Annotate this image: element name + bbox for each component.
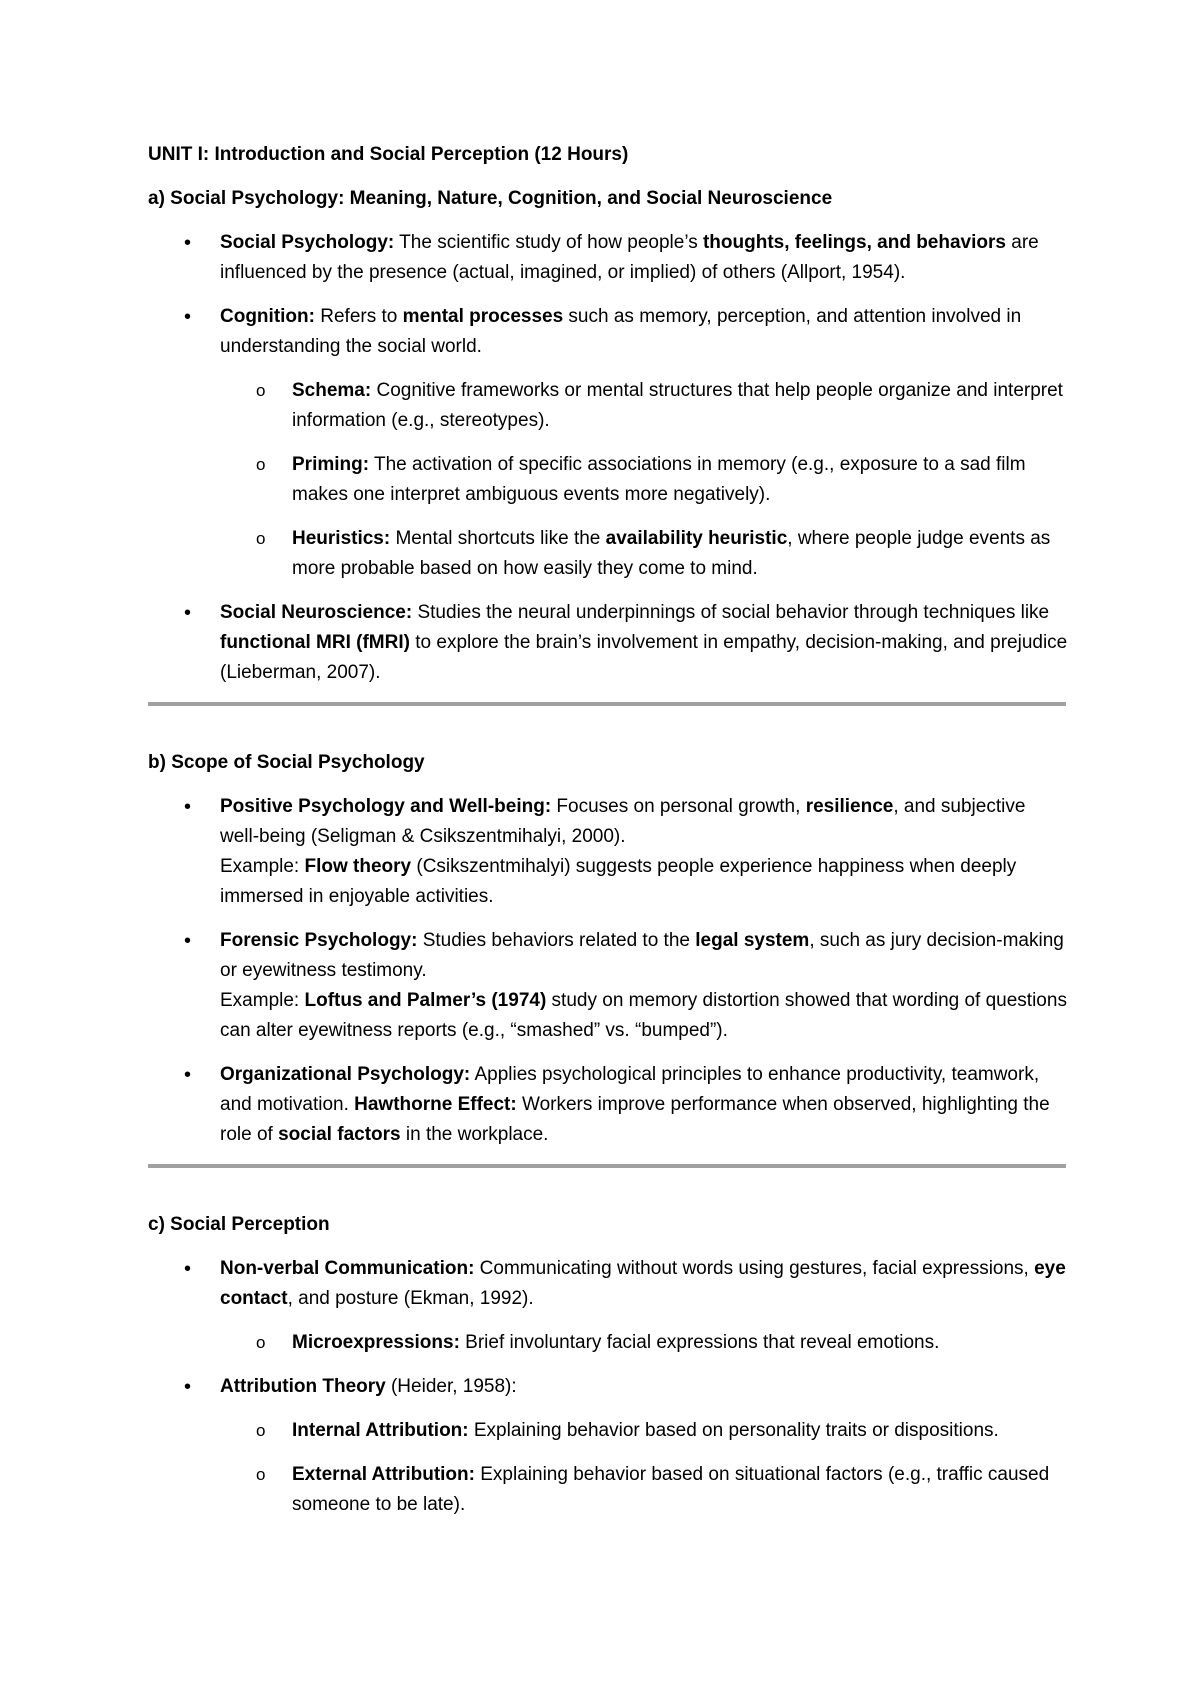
term-heuristics: Heuristics: <box>292 528 391 549</box>
item-emphasis: eye contact <box>220 1258 1066 1309</box>
item-text: Focuses on personal growth, <box>551 796 806 817</box>
item-emphasis: availability heuristic <box>605 528 788 549</box>
term-organizational-psychology: Organizational Psychology: <box>220 1064 471 1085</box>
bullet-icon: • <box>184 232 192 254</box>
term-attribution-theory: Attribution Theory <box>220 1376 386 1397</box>
list-item <box>148 302 1068 362</box>
list-item <box>148 792 1068 912</box>
section-b-list <box>148 792 1068 1150</box>
list-item <box>148 926 1068 1046</box>
bullet-icon: • <box>184 796 192 818</box>
item-emphasis: legal system <box>695 930 810 951</box>
example-label: Example: <box>220 990 305 1011</box>
section-c-list <box>148 1254 1068 1520</box>
item-text: Workers improve performance when observed, highlighting the role of <box>220 1094 1050 1145</box>
example-text: (Csikszentmihalyi) suggests people experience happiness when deeply immersed in enjoyable activities. <box>220 856 1017 907</box>
item-text: Studies behaviors related to the <box>417 930 696 951</box>
section-a-heading: a) Social Psychology: Meaning, Nature, Cognition, and Social Neuroscience <box>148 188 833 209</box>
circle-bullet-icon: o <box>256 1465 266 1484</box>
item-text: Communicating without words using gestures, facial expressions, <box>474 1258 1035 1279</box>
item-text: , and subjective well-being (Seligman & Csikszentmihalyi, 2000). <box>220 796 1026 847</box>
item-text: Studies the neural underpinnings of social behavior through techniques like <box>412 602 1050 623</box>
term-forensic-psychology: Forensic Psychology: <box>220 930 418 951</box>
term-microexpressions: Microexpressions: <box>292 1332 460 1353</box>
list-item <box>148 1372 1068 1402</box>
list-item <box>148 1254 1068 1314</box>
bullet-icon: • <box>184 1258 192 1280</box>
section-b-heading: b) Scope of Social Psychology <box>148 752 425 773</box>
item-text: Explaining behavior based on situational factors (e.g., traffic caused someone to be late). <box>292 1464 1050 1515</box>
example-text: study on memory distortion showed that wording of questions can alter eyewitness reports (e.g., “smashed” vs. “bumped”). <box>220 990 1067 1041</box>
item-text: , where people judge events as more probable based on how easily they come to mind. <box>292 528 1051 579</box>
example-label: Example: <box>220 856 305 877</box>
sub-list-item <box>148 1328 1068 1358</box>
circle-bullet-icon: o <box>256 529 266 548</box>
term-non-verbal-communication: Non-verbal Communication: <box>220 1258 475 1279</box>
term-priming: Priming: <box>292 454 370 475</box>
sub-list-item <box>148 1416 1068 1446</box>
item-emphasis: thoughts, feelings, and behaviors <box>702 232 1006 253</box>
bullet-icon: • <box>184 306 192 328</box>
section-a-list <box>148 228 1068 688</box>
term-positive-psychology: Positive Psychology and Well-being: <box>220 796 552 817</box>
circle-bullet-icon: o <box>256 1333 266 1352</box>
bullet-icon: • <box>184 1376 192 1398</box>
item-text: in the workplace. <box>400 1124 549 1145</box>
item-text: Cognitive frameworks or mental structures that help people organize and interpret information (e.g., stereotypes). <box>292 380 1063 431</box>
sub-list-item <box>148 524 1068 584</box>
item-text: Applies psychological principles to enhance productivity, teamwork, and motivation. <box>220 1064 1040 1115</box>
sub-list-item <box>148 450 1068 510</box>
bullet-icon: • <box>184 1064 192 1086</box>
item-text: , and posture (Ekman, 1992). <box>287 1288 534 1309</box>
item-emphasis: Flow theory <box>304 856 412 877</box>
sub-list-item <box>148 1460 1068 1520</box>
bullet-icon: • <box>184 930 192 952</box>
term-cognition: Cognition: <box>220 306 315 327</box>
unit-title: UNIT I: Introduction and Social Perception (12 Hours) <box>148 144 629 165</box>
item-emphasis: mental processes <box>402 306 564 327</box>
circle-bullet-icon: o <box>256 455 266 474</box>
sub-list-item <box>148 376 1068 436</box>
item-text: Brief involuntary facial expressions that reveal emotions. <box>459 1332 940 1353</box>
list-item <box>148 1060 1068 1150</box>
item-emphasis: functional MRI (fMRI) <box>220 632 410 653</box>
circle-bullet-icon: o <box>256 1421 266 1440</box>
item-text: (Heider, 1958): <box>385 1376 517 1397</box>
item-emphasis: Loftus and Palmer’s (1974) <box>304 990 547 1011</box>
section-c-heading: c) Social Perception <box>148 1214 330 1235</box>
item-text: The scientific study of how people’s <box>394 232 703 253</box>
item-text: Explaining behavior based on personality traits or dispositions. <box>468 1420 999 1441</box>
item-text: Refers to <box>314 306 403 327</box>
list-item <box>148 598 1068 688</box>
term-external-attribution: External Attribution: <box>292 1464 475 1485</box>
term-internal-attribution: Internal Attribution: <box>292 1420 469 1441</box>
item-text: , such as jury decision-making or eyewitness testimony. <box>220 930 1064 981</box>
item-emphasis: Hawthorne Effect: <box>354 1094 517 1115</box>
item-text: Mental shortcuts like the <box>390 528 606 549</box>
item-text: to explore the brain’s involvement in empathy, decision-making, and prejudice (Lieberman, 2007). <box>220 632 1068 683</box>
item-text: such as memory, perception, and attention involved in understanding the social world. <box>220 306 1022 357</box>
document-content <box>148 140 1068 1520</box>
item-emphasis: resilience <box>805 796 894 817</box>
term-social-psychology: Social Psychology: <box>220 232 395 253</box>
item-text: are influenced by the presence (actual, imagined, or implied) of others (Allport, 1954). <box>220 232 1039 283</box>
list-item <box>148 228 1068 288</box>
item-emphasis: social factors <box>278 1124 401 1145</box>
item-text: The activation of specific associations in memory (e.g., exposure to a sad film makes one interpret ambiguous events more negatively). <box>292 454 1026 505</box>
bullet-icon: • <box>184 602 192 624</box>
term-social-neuroscience: Social Neuroscience: <box>220 602 413 623</box>
term-schema: Schema: <box>292 380 372 401</box>
circle-bullet-icon: o <box>256 381 266 400</box>
